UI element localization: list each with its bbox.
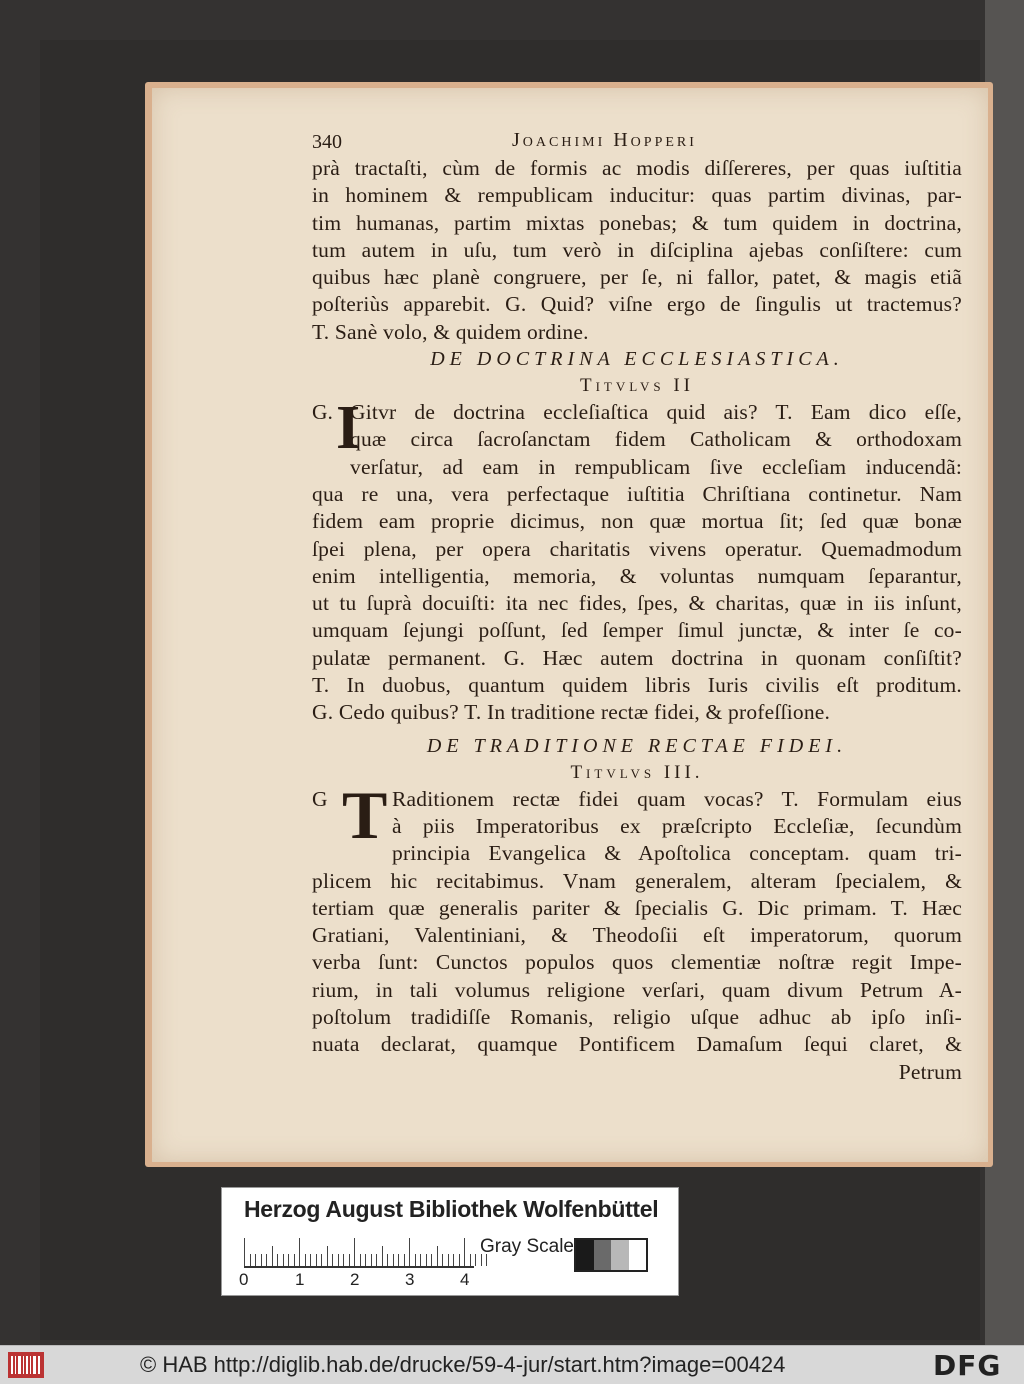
drop-cap-t: T xyxy=(342,776,388,853)
intro-line: T. Sanè volo, & quidem ordine. xyxy=(312,319,589,344)
section2-opening-line: à piis Imperatoribus ex præſcripto Eccleſiæ, ſecundùm xyxy=(392,813,962,838)
ruler-tick xyxy=(283,1254,284,1266)
speaker-g: G. xyxy=(312,400,333,425)
section1-line: fidem eam proprie dicimus, non quæ mortua ſit; ſed quæ bonæ xyxy=(312,509,962,534)
barcode-icon xyxy=(8,1352,44,1378)
section-title-iii: Titvlvs III. xyxy=(570,761,704,783)
section2-line: plicem hic recitabimus. Vnam generalem, alteram ſpecialem, & xyxy=(312,868,962,893)
section1-line: T. In duobus, quantum quidem libris Iuris civilis eſt proditum. xyxy=(312,673,962,698)
section-title-ii: Titvlvs II xyxy=(579,375,695,397)
section1-line: umquam ſejungi poſſunt, ſed ſemper ſimul junctæ, & inter ſe co- xyxy=(312,618,962,643)
section1-line: qua re una, vera perfectaque iuſtitia Chriſtiana continetur. Nam xyxy=(312,481,962,506)
ruler-tick xyxy=(354,1238,355,1266)
ruler-tick xyxy=(288,1254,289,1266)
section1-line: ſpei plena, per opera charitatis vivens operatur. Quemadmodum xyxy=(312,536,962,561)
ruler-tick xyxy=(475,1254,476,1266)
ruler-tick xyxy=(371,1254,372,1266)
ruler-number-0: 0 xyxy=(239,1270,249,1289)
library-name: Herzog August Bibliothek Wolfenbüttel xyxy=(244,1196,659,1222)
drop-cap-i: I xyxy=(336,394,361,463)
swatch-dark-gray xyxy=(594,1240,612,1270)
ruler-tick xyxy=(453,1254,454,1266)
ruler-tick xyxy=(426,1254,427,1266)
section-heading-traditione: DE TRADITIONE RECTAE FIDEI. xyxy=(426,734,848,757)
ruler-tick xyxy=(272,1246,273,1266)
ruler-number-3: 3 xyxy=(405,1270,415,1289)
ruler-tick xyxy=(393,1254,394,1266)
page-text xyxy=(312,125,962,1086)
section2-opening-line: Raditionem rectæ fidei quam vocas? T. Formulam eius xyxy=(392,786,962,811)
ruler-tick xyxy=(360,1254,361,1266)
section2-opening xyxy=(312,776,962,868)
ruler-tick xyxy=(470,1254,471,1266)
section1-first-lines xyxy=(312,394,962,481)
section-heading-doctrina: DE DOCTRINA ECCLESIASTICA. xyxy=(430,348,844,371)
ruler-tick xyxy=(310,1254,311,1266)
ruler-tick xyxy=(316,1254,317,1266)
ruler-tick xyxy=(338,1254,339,1266)
ruler-tick xyxy=(244,1238,245,1266)
ruler-tick xyxy=(321,1254,322,1266)
section2-line: Gratiani, Valentiniani, & Theodoſii eſt imperatorum, quorum xyxy=(312,923,962,948)
scale-ruler xyxy=(244,1238,474,1268)
section2-line: verba ſunt: Cunctos populos quos clementiæ noſtræ regit Impe- xyxy=(312,950,962,975)
section1-line: G. Cedo quibus? T. In traditione rectæ fidei, & profeſſione. xyxy=(312,700,831,725)
section2-first-lines xyxy=(312,776,962,868)
section1-opening-line: verſatur, ad eam in rempublicam ſive eccleſiam inducendã: xyxy=(350,454,962,479)
ruler-tick xyxy=(376,1254,377,1266)
intro-line: poſteriùs apparebit. G. Quid? viſne ergo de ſingulis ut tractemus? xyxy=(312,292,962,317)
ruler-tick xyxy=(459,1254,460,1266)
ruler-tick xyxy=(442,1254,443,1266)
ruler-tick xyxy=(327,1246,328,1266)
ruler-tick xyxy=(349,1254,350,1266)
section1-opening-line: quæ circa ſacroſanctam fidem Catholicam & orthodoxam xyxy=(350,427,962,452)
library-color-chart-label xyxy=(221,1187,679,1296)
section2-opening-line: principia Evangelica & Apoſtolica conceptam. quam tri- xyxy=(392,841,962,866)
ruler-tick xyxy=(415,1254,416,1266)
running-head xyxy=(312,125,962,155)
ruler-tick xyxy=(431,1254,432,1266)
ruler-number-4: 4 xyxy=(460,1270,470,1289)
speaker-g2: G xyxy=(312,786,328,811)
intro-line: quibus hæc planè congruere, per ſe, ni fallor, patet, & magis etiã xyxy=(312,265,962,290)
ruler-tick xyxy=(255,1254,256,1266)
intro-line: in hominem & rempublicam inducitur: quas partim divinas, par- xyxy=(312,183,962,208)
ruler-tick xyxy=(299,1238,300,1266)
ruler-tick xyxy=(404,1254,405,1266)
ruler-tick xyxy=(382,1246,383,1266)
ruler-tick xyxy=(294,1254,295,1266)
ruler-tick xyxy=(365,1254,366,1266)
ruler-number-1: 1 xyxy=(295,1270,305,1289)
copyright-url: © HAB http://diglib.hab.de/drucke/59-4-jur/start.htm?image=00424 xyxy=(140,1352,786,1377)
section2-line: poſtolum tradidiſſe Romanis, religio uſque adhuc ab ipſo inſi- xyxy=(312,1005,962,1030)
ruler-tick xyxy=(398,1254,399,1266)
dfg-logo: DFG xyxy=(933,1349,1002,1382)
ruler-tick xyxy=(305,1254,306,1266)
swatch-black xyxy=(576,1240,594,1270)
ruler-tick xyxy=(437,1246,438,1266)
section1-line: enim intelligentia, memoria, & voluntas numquam ſeparantur, xyxy=(312,563,962,588)
section1-paragraph xyxy=(312,481,962,727)
ruler-tick xyxy=(409,1238,410,1266)
intro-line: prà tractaſti, cùm de formis ac modis diſſereres, per quas iuſtitia xyxy=(312,156,962,180)
swatch-light-gray xyxy=(611,1240,629,1270)
gray-scale-label: Gray Scale xyxy=(480,1236,574,1257)
section1-line: ut tu ſuprà docuiſti: ita nec fides, ſpes, & charitas, quæ in iis inſunt, xyxy=(312,591,962,616)
section2-line: tertiam quæ generalis pariter & ſpecialis G. Dic primam. T. Hæc xyxy=(312,895,962,920)
ruler-tick xyxy=(387,1254,388,1266)
section1-opening-line: Gitvr de doctrina eccleſiaſtica quid ais? T. Eam dico eſſe, xyxy=(350,400,962,425)
ruler-tick xyxy=(448,1254,449,1266)
section2-paragraph xyxy=(312,868,962,1059)
intro-line: tim humanas, partim mixtas ponebas; & tum quidem in doctrina, xyxy=(312,210,962,235)
section1-line: pulatæ permanent. G. Hæc autem doctrina in quonam conſiſtit? xyxy=(312,645,962,670)
ruler-tick xyxy=(343,1254,344,1266)
ruler-tick xyxy=(277,1254,278,1266)
ruler-tick xyxy=(420,1254,421,1266)
section2-line: nuata declarat, quamque Pontificem Damaſum ſequi claret, & xyxy=(312,1032,962,1057)
section2-line: rium, in tali volumus religione verſari, quam divum Petrum A- xyxy=(312,977,962,1002)
running-title: Joachimi Hopperi xyxy=(512,129,697,151)
intro-line: tum autem in uſu, tum verò in diſciplina ajebas conſiſtere: cum xyxy=(312,237,962,262)
section1-opening xyxy=(312,394,962,481)
intro-paragraph xyxy=(312,155,962,346)
page-number: 340 xyxy=(312,131,342,153)
ruler-tick xyxy=(266,1254,267,1266)
ruler-tick xyxy=(332,1254,333,1266)
ruler-number-2: 2 xyxy=(350,1270,360,1289)
gray-scale-swatch xyxy=(574,1238,648,1272)
swatch-white xyxy=(629,1240,647,1270)
ruler-tick xyxy=(464,1238,465,1266)
ruler-tick xyxy=(250,1254,251,1266)
ruler-tick xyxy=(261,1254,262,1266)
footer-bar xyxy=(0,1345,1024,1384)
catchword: Petrum xyxy=(898,1059,962,1084)
